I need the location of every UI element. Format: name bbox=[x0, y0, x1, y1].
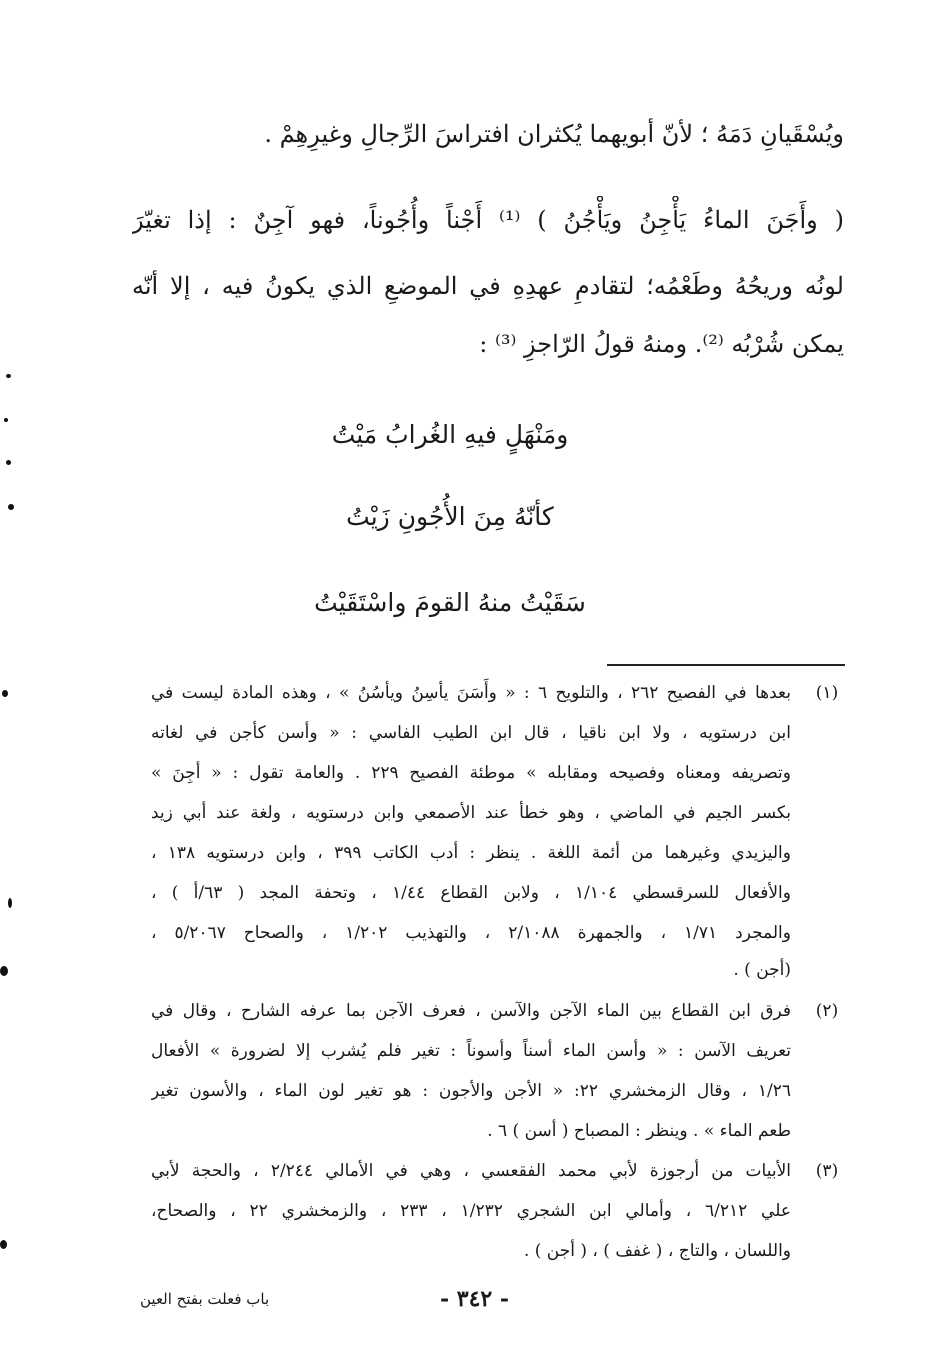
footnote-number: (٣) bbox=[815, 1161, 839, 1181]
page-number: - ٣٤٢ - bbox=[440, 1286, 510, 1312]
footnote-line: ١/٢٦ ، وقال الزمخشري ٢٢: « الأجن والأجون : هو تغير لون الماء ، والأسون تغير bbox=[151, 1081, 791, 1101]
footnote-line: واللسان ، والتاج ، ( غفف ) ، ( أجن ) . bbox=[523, 1241, 791, 1261]
footnote-line: ابن درستويه ، ولا ابن ناقيا ، قال ابن الطيب الفاسي : « وأسن كأجن في لغاته bbox=[151, 723, 791, 743]
body-line-3: لونُه وريحُهُ وطَعْمُه؛ لتقادمِ عهدِهِ في الموضعِ الذي يكونُ فيه ، إلا أنّه bbox=[132, 272, 844, 300]
footnote-line: الأبيات من أرجوزة لأبي محمد الفقعسي ، وهي في الأمالي ٢/٢٤٤ ، والحجة لأبي bbox=[151, 1161, 791, 1181]
scan-speck bbox=[8, 898, 12, 908]
footnote-line: (أجن ) . bbox=[733, 960, 791, 980]
scan-speck bbox=[4, 418, 8, 422]
footnote-number: (٢) bbox=[815, 1001, 839, 1021]
footnote-line: والأفعال للسرقسطي ١/١٠٤ ، ولابن القطاع ١/٤٤ ، وتحفة المجد ( ٦٣/أ ) ، bbox=[151, 883, 791, 903]
scan-speck bbox=[0, 1240, 7, 1249]
footnote-line: بكسر الجيم في الماضي ، وهو خطأ عند الأصمعي وابن درستويه ، ولغة عند أبي زيد bbox=[151, 803, 791, 823]
body-line-2: ( وأَجَنَ الماءُ يَأْجِنُ ويَأْجُنُ ) ⁽¹⁾ أَجْناً وأُجُوناً، فهو آجِنٌ : إذا تغيّرَ bbox=[132, 206, 844, 234]
footnote-line: والمجرد ١/٧١ ، والجمهرة ٢/١٠٨٨ ، والتهذيب ١/٢٠٢ ، والصحاح ٥/٢٠٦٧ ، bbox=[151, 923, 791, 943]
running-footer: باب فعلت بفتح العين bbox=[140, 1290, 270, 1308]
footnote-separator bbox=[607, 664, 845, 666]
body-line-1: ويُسْقَيانِ دَمَهُ ؛ لأنّ أبويهما يُكثران افتراسَ الرِّجالِ وغيرِهِمْ . bbox=[264, 120, 844, 148]
scan-speck bbox=[6, 460, 11, 465]
scan-speck bbox=[0, 966, 8, 976]
footnote-line: طعم الماء » . وينظر : المصباح ( أسن ) ٦ . bbox=[487, 1121, 791, 1141]
footnote-line: تعريف الآسن : « وأسن الماء أسناً وأسوناً : تغير فلم يُشرب إلا لضرورة » الأفعال bbox=[151, 1041, 791, 1061]
footnote-line: فرق ابن القطاع بين الماء الآجن والآسن ، فعرف الآجن بما عرفه الشارح ، وقال في bbox=[151, 1001, 791, 1021]
scan-speck bbox=[6, 374, 11, 378]
footnote-line: علي ٦/٢١٢ ، وأمالي ابن الشجري ١/٢٣٢ ، ٢٣٣ ، والزمخشري ٢٢ ، والصحاح، bbox=[151, 1201, 791, 1221]
footnote-number: (١) bbox=[815, 683, 839, 703]
verse-line-3: سَقَيْتُ منهُ القومَ واسْتَقَيْتُ bbox=[314, 588, 586, 617]
scan-speck bbox=[2, 690, 8, 697]
footnote-line: واليزيدي وغيرهما من أئمة اللغة . ينظر : أدب الكاتب ٣٩٩ ، وابن درستويه ١٣٨ ، bbox=[151, 843, 791, 863]
footnote-line: وتصريفه ومعناه وفصيحه ومقابله » موطئة الفصيح ٢٢٩ . والعامة تقول : « أجِنَ » bbox=[151, 763, 791, 783]
scan-speck bbox=[8, 504, 14, 510]
body-line-4: يمكن شُرْبُه ⁽²⁾. ومنهُ قولُ الرّاجزِ ⁽³⁾ : bbox=[479, 330, 844, 358]
verse-line-1: ومَنْهَلٍ فيهِ الغُرابُ مَيْتُ bbox=[331, 420, 569, 449]
verse-line-2: كأنّهُ مِنَ الأُجُونِ زَيْتُ bbox=[346, 502, 554, 531]
footnote-line: بعدها في الفصيح ٢٦٢ ، والتلويح ٦ : « وأَسَنَ يأسِنُ ويأسُنُ » ، وهذه المادة ليست في bbox=[151, 683, 791, 703]
